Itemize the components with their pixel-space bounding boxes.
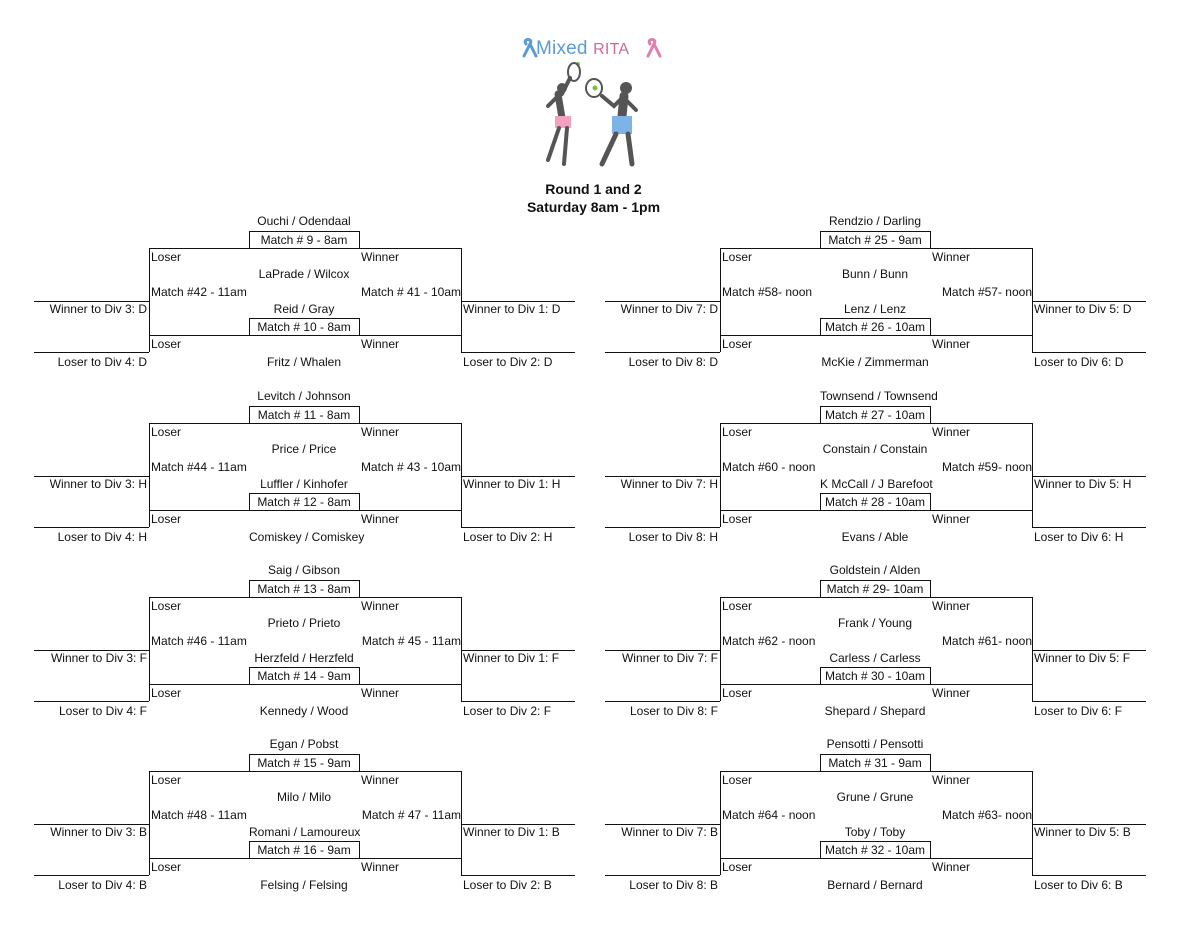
right-loser-destination: Loser to Div 2: H: [463, 530, 553, 544]
bracket-line: [930, 754, 931, 772]
bracket-line: [249, 771, 359, 772]
bracket-line: [820, 754, 930, 755]
bracket-line: [249, 318, 359, 319]
bracket-line: [930, 335, 1032, 336]
winner-label-a: Winner: [932, 250, 971, 264]
loser-label-b: Loser: [722, 686, 753, 700]
right-match-label: Match #63- noon: [941, 808, 1032, 822]
winner-label-a: Winner: [361, 425, 400, 439]
team-bottom-2: Comiskey / Comiskey: [249, 530, 365, 544]
left-winner-destination: Winner to Div 7: D: [620, 302, 718, 316]
match-label-b: Match # 32 - 10am: [824, 843, 926, 857]
bracket-line: [930, 423, 1032, 424]
bracket-line: [359, 841, 360, 859]
loser-label-a: Loser: [151, 773, 182, 787]
match-label-a: Match # 15 - 9am: [257, 756, 351, 770]
bracket-line: [149, 771, 150, 875]
left-loser-destination: Loser to Div 4: B: [58, 878, 147, 892]
right-match-label: Match #59- noon: [941, 460, 1032, 474]
team-bottom-1: Carless / Carless: [829, 651, 921, 665]
bracket-line: [149, 597, 150, 701]
bracket-line: [249, 335, 359, 336]
winner-label-b: Winner: [932, 860, 971, 874]
loser-label-a: Loser: [722, 425, 753, 439]
left-loser-destination: Loser to Div 4: D: [57, 355, 147, 369]
bracket-line: [930, 684, 1032, 685]
bracket-line: [930, 510, 1032, 511]
right-winner-destination: Winner to Div 5: D: [1034, 302, 1132, 316]
bracket-line: [149, 423, 150, 527]
bracket-line: [149, 335, 249, 336]
match-label-b: Match # 10 - 8am: [257, 320, 351, 334]
bracket-line: [820, 841, 930, 842]
bracket-line: [359, 771, 461, 772]
bracket-line: [149, 858, 249, 859]
bracket-line: [930, 580, 931, 598]
winner-label-a: Winner: [932, 425, 971, 439]
bracket-line: [820, 667, 930, 668]
left-match-label: Match #64 - noon: [722, 808, 816, 822]
match-label-a: Match # 11 - 8am: [257, 408, 351, 422]
match-label-b: Match # 12 - 8am: [257, 495, 351, 509]
winner-label-b: Winner: [361, 337, 400, 351]
bracket-line: [359, 858, 461, 859]
team-top-2: Grune / Grune: [836, 790, 914, 804]
winner-label-a: Winner: [361, 599, 400, 613]
bracket-line: [249, 597, 359, 598]
bracket-line: [930, 597, 1032, 598]
bracket-line: [820, 684, 930, 685]
right-winner-destination: Winner to Div 1: H: [463, 477, 561, 491]
winner-label-b: Winner: [932, 512, 971, 526]
bracket-line: [1032, 875, 1146, 876]
left-match-label: Match #46 - 11am: [151, 634, 247, 648]
bracket-line: [820, 318, 930, 319]
loser-label-b: Loser: [151, 860, 182, 874]
bracket-line: [820, 335, 930, 336]
right-match-label: Match # 43 - 10am: [360, 460, 461, 474]
loser-label-a: Loser: [151, 250, 182, 264]
team-bottom-2: Felsing / Felsing: [260, 878, 348, 892]
bracket-line: [149, 423, 249, 424]
loser-label-b: Loser: [722, 512, 753, 526]
bracket-line: [1032, 527, 1146, 528]
bracket-line: [1032, 352, 1146, 353]
left-winner-destination: Winner to Div 7: F: [621, 651, 718, 665]
bracket-line: [820, 510, 930, 511]
loser-label-b: Loser: [722, 860, 753, 874]
match-label-a: Match # 9 - 8am: [260, 233, 348, 247]
bracket-line: [820, 597, 930, 598]
bracket-line: [249, 667, 359, 668]
left-loser-destination: Loser to Div 8: H: [628, 530, 718, 544]
bracket-line: [359, 754, 360, 772]
loser-label-b: Loser: [722, 337, 753, 351]
bracket-line: [720, 684, 820, 685]
bracket-line: [149, 597, 249, 598]
left-winner-destination: Winner to Div 3: B: [50, 825, 147, 839]
bracket-line: [720, 597, 721, 701]
bracket-line: [249, 510, 359, 511]
bracket-line: [930, 493, 931, 511]
left-winner-destination: Winner to Div 7: B: [621, 825, 718, 839]
team-top-2: Milo / Milo: [276, 790, 331, 804]
left-match-label: Match #62 - noon: [722, 634, 816, 648]
bracket-1: [34, 214, 574, 374]
bracket-line: [359, 580, 360, 598]
team-bottom-2: Shepard / Shepard: [824, 704, 926, 718]
bracket-line: [720, 858, 820, 859]
logo-text-rita: RITA: [593, 41, 630, 58]
right-loser-destination: Loser to Div 2: D: [463, 355, 553, 369]
bracket-8: [605, 737, 1145, 897]
team-top-2: Constain / Constain: [822, 442, 928, 456]
bracket-line: [249, 231, 359, 232]
bracket-line: [930, 248, 1032, 249]
bracket-line: [359, 667, 360, 685]
bracket-line: [359, 248, 461, 249]
team-top-1: Ouchi / Odendaal: [257, 214, 351, 228]
winner-label-a: Winner: [361, 250, 400, 264]
left-winner-destination: Winner to Div 3: F: [50, 651, 147, 665]
bracket-line: [720, 248, 820, 249]
team-top-2: Prieto / Prieto: [267, 616, 341, 630]
bracket-line: [249, 493, 359, 494]
bracket-line: [930, 231, 931, 249]
bracket-line: [461, 248, 462, 352]
loser-label-a: Loser: [722, 773, 753, 787]
match-label-b: Match # 30 - 10am: [824, 669, 926, 683]
team-top-1: Egan / Pobst: [269, 737, 339, 751]
winner-label-a: Winner: [932, 599, 971, 613]
bracket-line: [461, 423, 462, 527]
bracket-line: [720, 335, 820, 336]
team-bottom-1: Romani / Lamoureux: [249, 825, 361, 839]
match-label-a: Match # 25 - 9am: [828, 233, 922, 247]
bracket-line: [720, 510, 820, 511]
bracket-line: [820, 580, 930, 581]
right-match-label: Match #57- noon: [941, 285, 1032, 299]
bracket-line: [359, 423, 461, 424]
winner-label-b: Winner: [361, 686, 400, 700]
bracket-line: [1032, 771, 1033, 875]
loser-label-b: Loser: [151, 337, 182, 351]
left-match-label: Match #42 - 11am: [151, 285, 247, 299]
bracket-line: [359, 318, 360, 336]
left-loser-destination: Loser to Div 4: F: [58, 704, 147, 718]
bracket-line: [720, 423, 721, 527]
match-label-b: Match # 16 - 9am: [257, 843, 351, 857]
team-bottom-1: Herzfeld / Herzfeld: [254, 651, 354, 665]
team-top-2: LaPrade / Wilcox: [258, 267, 350, 281]
bracket-line: [720, 248, 721, 352]
page-title: Round 1 and 2: [545, 181, 642, 197]
bracket-line: [359, 406, 360, 424]
bracket-line: [820, 231, 930, 232]
bracket-line: [34, 701, 149, 702]
bracket-line: [820, 248, 930, 249]
right-winner-destination: Winner to Div 1: B: [463, 825, 560, 839]
winner-label-a: Winner: [361, 773, 400, 787]
right-loser-destination: Loser to Div 2: F: [463, 704, 552, 718]
left-winner-destination: Winner to Div 3: D: [49, 302, 147, 316]
left-loser-destination: Loser to Div 4: H: [57, 530, 147, 544]
right-winner-destination: Winner to Div 5: H: [1034, 477, 1132, 491]
right-match-label: Match # 45 - 11am: [361, 634, 461, 648]
right-loser-destination: Loser to Div 6: D: [1034, 355, 1124, 369]
team-bottom-2: Bernard / Bernard: [827, 878, 923, 892]
bracket-line: [149, 248, 249, 249]
bracket-line: [461, 597, 462, 701]
team-bottom-1: Reid / Gray: [273, 302, 335, 316]
bracket-line: [820, 493, 930, 494]
bracket-line: [930, 841, 931, 859]
bracket-4: [605, 389, 1145, 549]
bracket-line: [34, 352, 149, 353]
left-match-label: Match #44 - 11am: [151, 460, 247, 474]
bracket-line: [720, 597, 820, 598]
bracket-line: [930, 667, 931, 685]
left-loser-destination: Loser to Div 8: D: [628, 355, 718, 369]
bracket-line: [149, 684, 249, 685]
bracket-line: [249, 684, 359, 685]
bracket-line: [249, 754, 359, 755]
logo-text-mixed: Mixed: [536, 38, 588, 59]
match-label-a: Match # 29- 10am: [826, 582, 924, 596]
winner-label-b: Winner: [361, 860, 400, 874]
bracket-line: [930, 771, 1032, 772]
logo-text: [536, 38, 629, 60]
bracket-line: [461, 701, 575, 702]
bracket-line: [605, 701, 720, 702]
winner-label-b: Winner: [932, 686, 971, 700]
match-label-b: Match # 28 - 10am: [824, 495, 926, 509]
bracket-line: [1032, 423, 1033, 527]
team-top-2: Price / Price: [271, 442, 337, 456]
bracket-2: [605, 214, 1145, 374]
bracket-line: [249, 841, 359, 842]
left-match-label: Match #60 - noon: [722, 460, 816, 474]
team-top-1: Goldstein / Alden: [829, 563, 921, 577]
team-bottom-2: Kennedy / Wood: [259, 704, 349, 718]
winner-label-a: Winner: [932, 773, 971, 787]
team-top-2: Frank / Young: [837, 616, 913, 630]
loser-label-b: Loser: [151, 512, 182, 526]
bracket-line: [359, 684, 461, 685]
team-top-1: Rendzio / Darling: [828, 214, 922, 228]
team-top-2: Bunn / Bunn: [841, 267, 909, 281]
bracket-line: [820, 858, 930, 859]
bracket-line: [249, 580, 359, 581]
bracket-line: [249, 423, 359, 424]
right-loser-destination: Loser to Div 6: H: [1034, 530, 1124, 544]
bracket-line: [359, 597, 461, 598]
match-label-b: Match # 26 - 10am: [824, 320, 926, 334]
loser-label-a: Loser: [151, 425, 182, 439]
bracket-line: [249, 248, 359, 249]
bracket-line: [930, 858, 1032, 859]
match-label-a: Match # 13 - 8am: [257, 582, 351, 596]
team-bottom-1: Lenz / Lenz: [843, 302, 907, 316]
page-subtitle: Saturday 8am - 1pm: [526, 199, 661, 215]
team-top-1: Saig / Gibson: [267, 563, 341, 577]
left-loser-destination: Loser to Div 8: F: [629, 704, 718, 718]
bracket-line: [461, 527, 575, 528]
match-label-a: Match # 27 - 10am: [824, 408, 926, 422]
bracket-line: [1032, 701, 1146, 702]
bracket-line: [149, 771, 249, 772]
bracket-line: [461, 875, 575, 876]
bracket-line: [149, 510, 249, 511]
left-loser-destination: Loser to Div 8: B: [629, 878, 718, 892]
left-match-label: Match #48 - 11am: [151, 808, 247, 822]
loser-label-a: Loser: [722, 599, 753, 613]
bracket-line: [359, 493, 360, 511]
left-winner-destination: Winner to Div 3: H: [49, 477, 147, 491]
right-winner-destination: Winner to Div 5: B: [1034, 825, 1131, 839]
logo: [518, 36, 668, 171]
bracket-line: [720, 423, 820, 424]
bracket-line: [249, 858, 359, 859]
right-match-label: Match #61- noon: [941, 634, 1032, 648]
bracket-line: [720, 771, 820, 772]
right-winner-destination: Winner to Div 1: D: [463, 302, 561, 316]
team-bottom-2: Fritz / Whalen: [266, 355, 341, 369]
right-winner-destination: Winner to Div 5: F: [1034, 651, 1131, 665]
bracket-line: [930, 318, 931, 336]
loser-label-b: Loser: [151, 686, 182, 700]
bracket-line: [1032, 597, 1033, 701]
team-bottom-2: Evans / Able: [841, 530, 909, 544]
team-bottom-1: Toby / Toby: [844, 825, 906, 839]
winner-label-b: Winner: [361, 512, 400, 526]
team-top-1: Townsend / Townsend: [820, 389, 938, 403]
bracket-line: [605, 875, 720, 876]
left-winner-destination: Winner to Div 7: H: [620, 477, 718, 491]
right-winner-destination: Winner to Div 1: F: [463, 651, 560, 665]
match-label-b: Match # 14 - 9am: [257, 669, 351, 683]
bracket-line: [149, 248, 150, 352]
bracket-line: [359, 510, 461, 511]
right-loser-destination: Loser to Div 6: F: [1034, 704, 1123, 718]
right-loser-destination: Loser to Div 6: B: [1034, 878, 1123, 892]
bracket-line: [930, 406, 931, 424]
left-match-label: Match #58- noon: [722, 285, 813, 299]
match-label-a: Match # 31 - 9am: [828, 756, 922, 770]
bracket-line: [820, 406, 930, 407]
team-bottom-1: Luffler / Kinhofer: [260, 477, 348, 491]
bracket-line: [820, 771, 930, 772]
bracket-line: [1032, 248, 1033, 352]
team-top-1: Pensotti / Pensotti: [826, 737, 924, 751]
bracket-line: [34, 527, 149, 528]
bracket-line: [605, 527, 720, 528]
bracket-line: [359, 335, 461, 336]
right-match-label: Match # 41 - 10am: [360, 285, 461, 299]
right-match-label: Match # 47 - 11am: [361, 808, 461, 822]
bracket-line: [461, 771, 462, 875]
bracket-line: [249, 406, 359, 407]
bracket-line: [720, 771, 721, 875]
bracket-line: [461, 352, 575, 353]
winner-label-b: Winner: [932, 337, 971, 351]
bracket-line: [34, 875, 149, 876]
team-bottom-2: McKie / Zimmerman: [821, 355, 929, 369]
bracket-line: [820, 423, 930, 424]
bracket-line: [359, 231, 360, 249]
right-loser-destination: Loser to Div 2: B: [463, 878, 552, 892]
loser-label-a: Loser: [722, 250, 753, 264]
team-top-1: Levitch / Johnson: [257, 389, 351, 403]
bracket-3: [34, 389, 574, 549]
team-bottom-1: K McCall / J Barefoot: [820, 477, 933, 491]
bracket-6: [605, 563, 1145, 723]
bracket-5: [34, 563, 574, 723]
bracket-line: [605, 352, 720, 353]
loser-label-a: Loser: [151, 599, 182, 613]
bracket-7: [34, 737, 574, 897]
